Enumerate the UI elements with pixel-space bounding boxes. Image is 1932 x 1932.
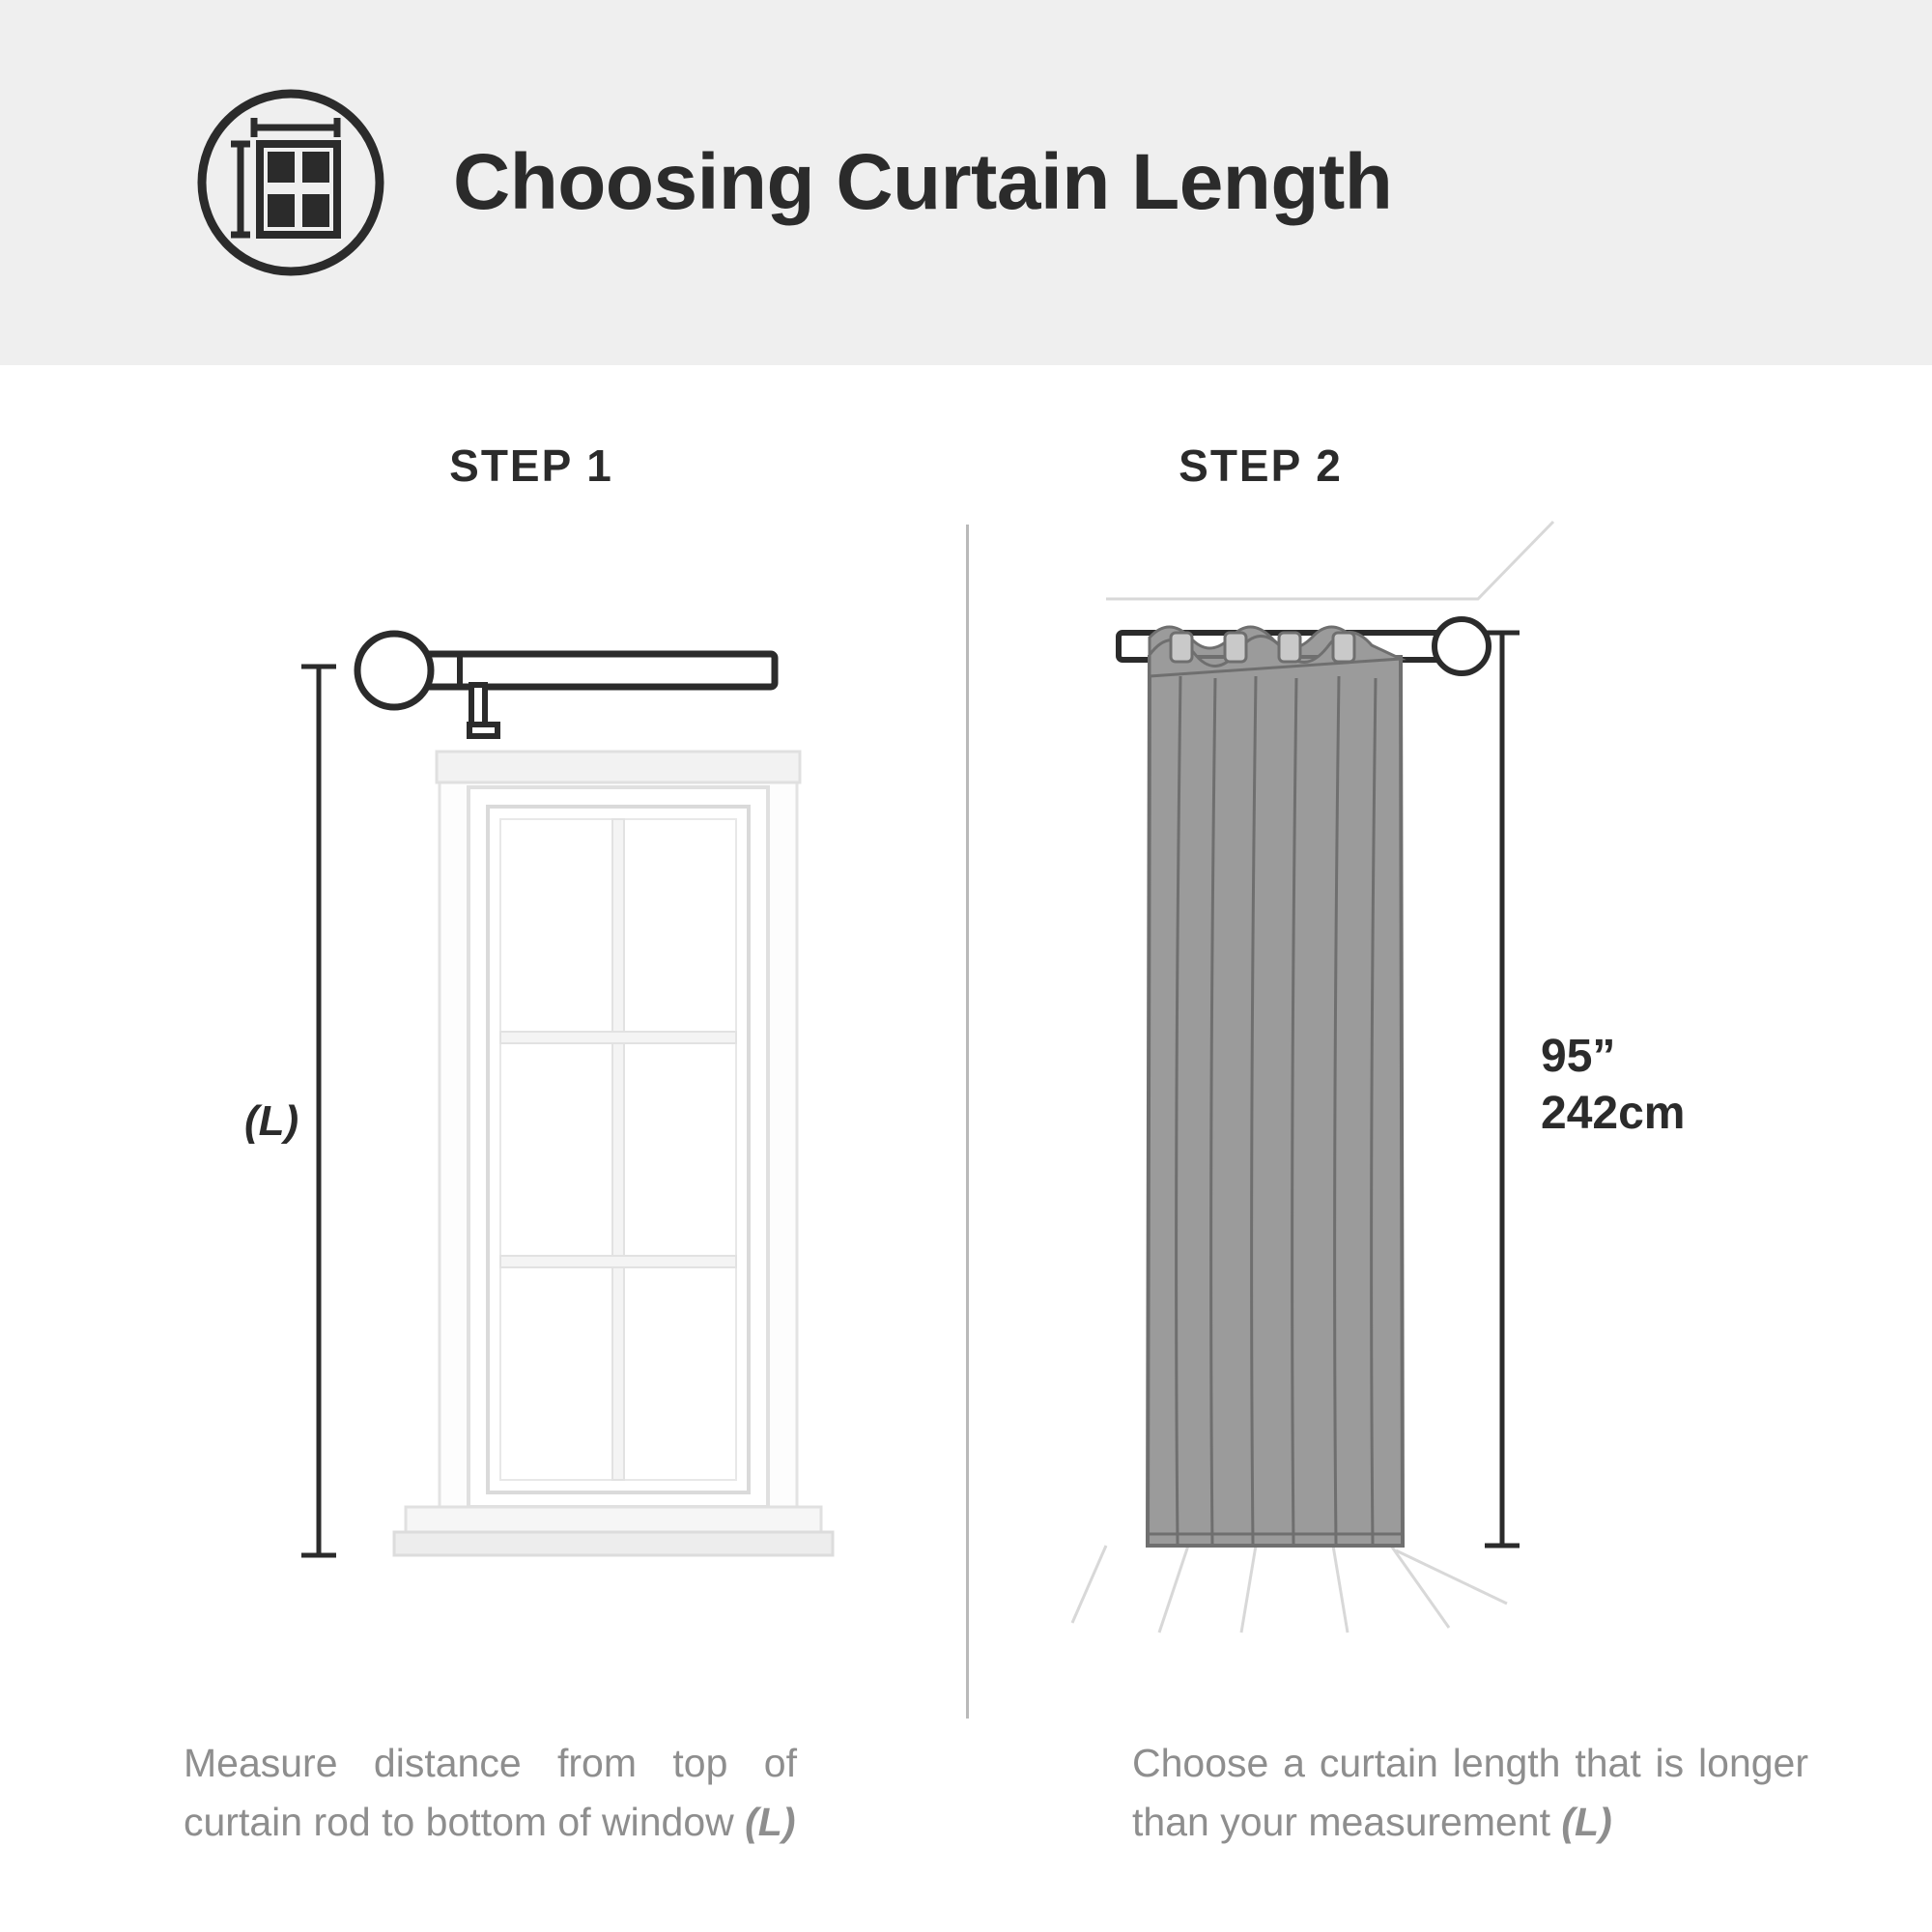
step-2-dimension-line	[1485, 633, 1520, 1546]
dimension-inches: 95”	[1541, 1031, 1616, 1082]
step-1-caption	[184, 1734, 797, 1851]
dimension-centimeters: 242cm	[1541, 1087, 1686, 1139]
step-1-caption-emphasis: (L)	[745, 1799, 796, 1844]
step-1-dimension-label: (L)	[244, 1097, 299, 1145]
step-2-label: STEP 2	[1179, 440, 1343, 491]
step-2-caption-text: Choose a curtain length that is longer than your measurement	[1132, 1741, 1808, 1844]
page-title: Choosing Curtain Length	[453, 138, 1393, 226]
curtain-panel	[1147, 627, 1404, 1546]
step-2-dimension-label	[1541, 1029, 1685, 1142]
step-2-caption-emphasis: (L)	[1561, 1799, 1612, 1844]
step-1-label: STEP 1	[449, 440, 613, 491]
step-1-caption-text: Measure distance from top of curtain rod to bottom of window	[184, 1741, 797, 1844]
step-2-caption	[1132, 1734, 1808, 1851]
